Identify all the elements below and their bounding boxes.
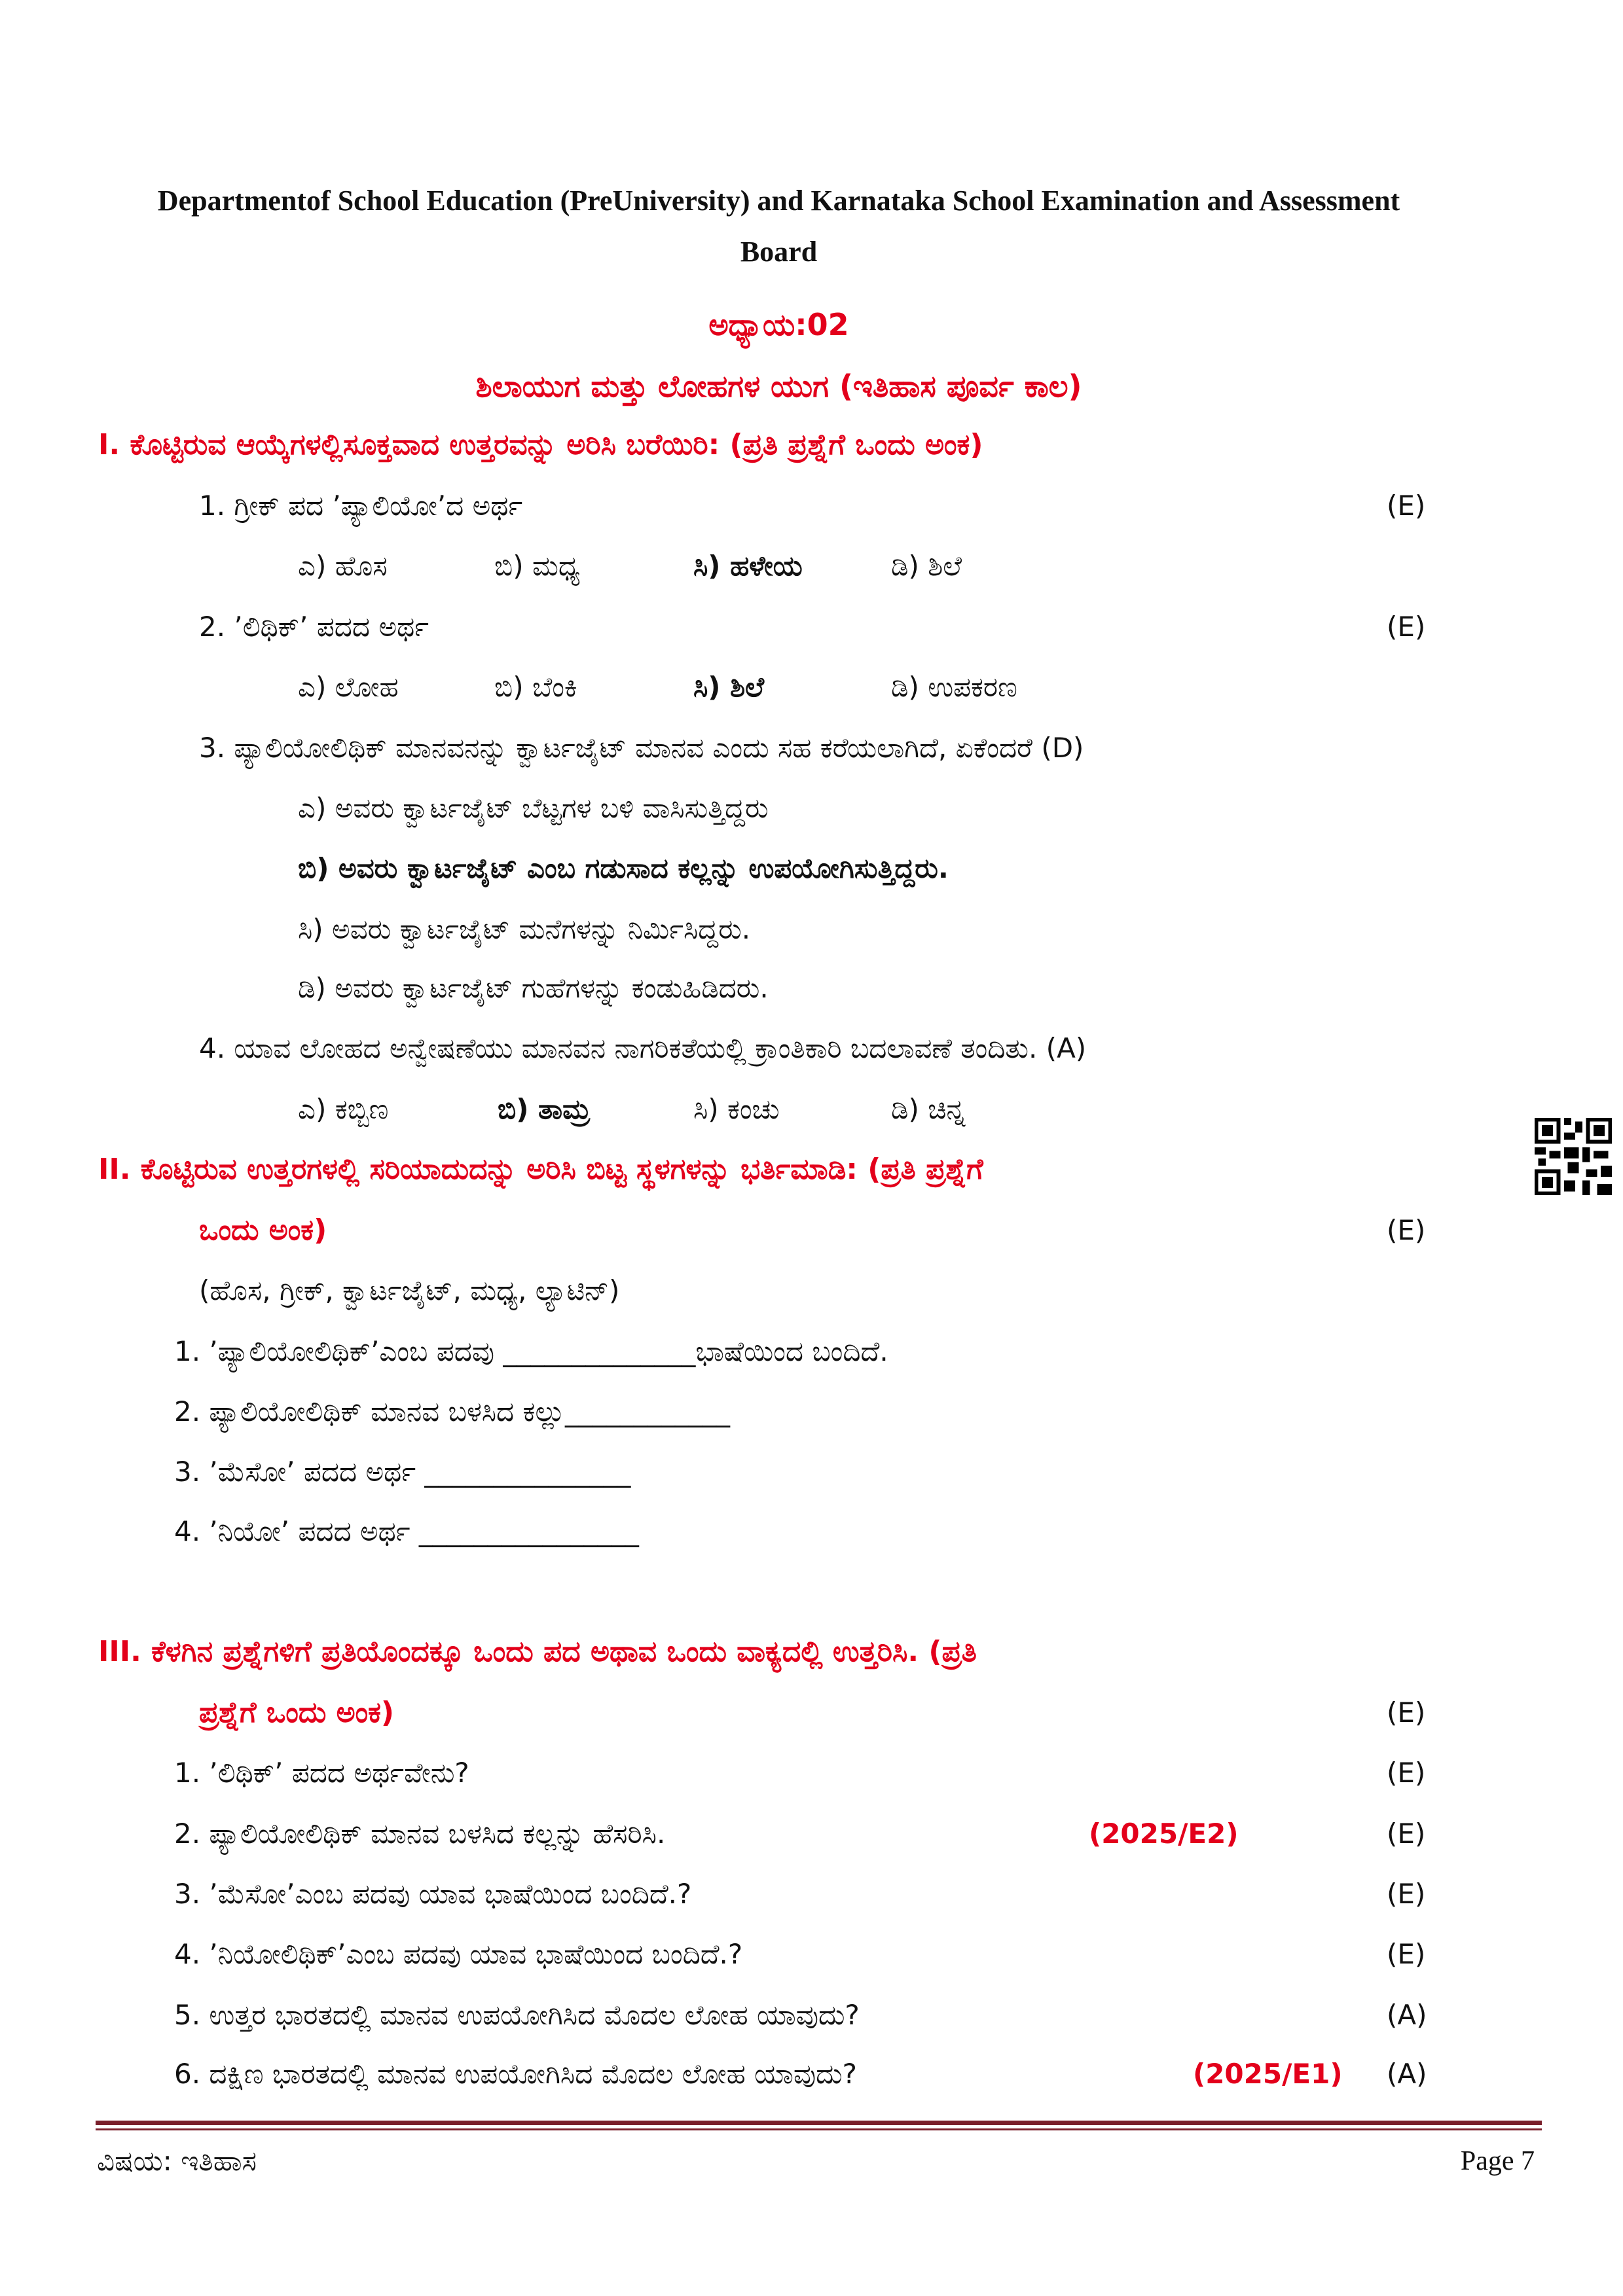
- question-1: 1. ಗ್ರೀಕ್ ಪದ ’ಪ್ಯಾಲಿಯೋ’ದ ಅರ್ಥ: [199, 490, 523, 522]
- short-question-4-mark: (E): [1387, 1938, 1426, 1970]
- question-2-mark: (E): [1387, 611, 1426, 643]
- footer-divider: [96, 2121, 1542, 2125]
- short-question-2-mark: (E): [1387, 1818, 1426, 1850]
- short-question-1: 1. ’ಲಿಥಿಕ್’ ಪದದ ಅರ್ಥವೇನು?: [174, 1757, 469, 1789]
- q2-option-d: ಡಿ) ಉಪಕರಣ: [891, 671, 1017, 703]
- page-number: Page 7: [1460, 2146, 1535, 2176]
- section-2-heading-cont: ಒಂದು ಅಂಕ): [199, 1213, 327, 1247]
- footer-subject: ವಿಷಯ: ಇತಿಹಾಸ: [97, 2145, 257, 2177]
- q4-option-d: ಡಿ) ಚಿನ್ನ: [891, 1093, 966, 1125]
- q2-option-c-answer: ಸಿ) ಶಿಲೆ: [693, 671, 765, 703]
- chapter-number: ಅಧ್ಯಾಯ:02: [708, 307, 849, 342]
- short-question-6: 6. ದಕ್ಷಿಣ ಭಾರತದಲ್ಲಿ ಮಾನವ ಉಪಯೋಗಿಸಿದ ಮೊದಲ ಲೋಹ ಯಾವುದು?: [174, 2058, 857, 2090]
- q1-option-c-answer: ಸಿ) ಹಳೇಯ: [693, 550, 803, 582]
- q4-option-c: ಸಿ) ಕಂಚು: [693, 1093, 780, 1125]
- section-2-mark: (E): [1387, 1214, 1426, 1246]
- q3-option-c: ಸಿ) ಅವರು ಕ್ವಾರ್ಟಜೈಟ್ ಮನೆಗಳನ್ನು ನಿರ್ಮಿಸಿದ್ದರು.: [298, 913, 751, 945]
- q3-option-a: ಎ) ಅವರು ಕ್ವಾರ್ಟಜೈಟ್ ಬೆಟ್ಟಗಳ ಬಳಿ ವಾಸಿಸುತ್ತಿದ್ದರು: [298, 792, 769, 824]
- fill-blank-1: 1. ’ಪ್ಯಾಲಿಯೋಲಿಥಿಕ್’ಎಂಬ ಪದವು ______________ಭಾಷೆಯಿಂದ ಬಂದಿದೆ.: [174, 1335, 888, 1367]
- fill-blank-4: 4. ’ನಿಯೋ’ ಪದದ ಅರ್ಥ ________________: [174, 1515, 639, 1547]
- fill-blank-2: 2. ಪ್ಯಾಲಿಯೋಲಿಥಿಕ್ ಮಾನವ ಬಳಸಿದ ಕಲ್ಲು____________: [174, 1395, 731, 1427]
- question-4: 4. ಯಾವ ಲೋಹದ ಅನ್ವೇಷಣೆಯು ಮಾನವನ ನಾಗರಿಕತೆಯಲ್ಲಿ ಕ್ರಾಂತಿಕಾರಿ ಬದಲಾವಣೆ ತಂದಿತು. (A): [199, 1032, 1087, 1064]
- question-1-mark: (E): [1387, 490, 1426, 522]
- word-bank: (ಹೊಸ, ಗ್ರೀಕ್, ಕ್ವಾರ್ಟಜೈಟ್, ಮಧ್ಯ, ಲ್ಯಾಟಿನ್): [199, 1274, 620, 1306]
- header-line-2: Board: [740, 236, 818, 268]
- section-2-heading: II. ಕೊಟ್ಟಿರುವ ಉತ್ತರಗಳಲ್ಲಿ ಸರಿಯಾದುದನ್ನು ಅರಿಸಿ ಬಿಟ್ಟ ಸ್ಥಳಗಳನ್ನು ಭರ್ತಿಮಾಡಿ: (ಪ್ರತಿ ಪ್ರಶ್ನೆಗೆ: [98, 1153, 983, 1186]
- header-line-1: Departmentof School Education (PreUniversity) and Karnataka School Examination and Assessment: [157, 185, 1400, 217]
- q1-option-a: ಎ) ಹೊಸ: [298, 550, 388, 582]
- question-3: 3. ಪ್ಯಾಲಿಯೋಲಿಥಿಕ್ ಮಾನವನನ್ನು ಕ್ವಾರ್ಟಜೈಟ್ ಮಾನವ ಎಂದು ಸಹ ಕರೆಯಲಾಗಿದೆ, ಏಕೆಂದರೆ (D): [199, 732, 1084, 764]
- short-question-5: 5. ಉತ್ತರ ಭಾರತದಲ್ಲಿ ಮಾನವ ಉಪಯೋಗಿಸಿದ ಮೊದಲ ಲೋಹ ಯಾವುದು?: [174, 1999, 860, 2031]
- q2-option-a: ಎ) ಲೋಹ: [298, 671, 399, 703]
- footer-divider-thin: [96, 2128, 1542, 2130]
- q4-option-a: ಎ) ಕಬ್ಬಿಣ: [298, 1093, 389, 1125]
- short-question-3: 3. ’ಮೆಸೋ’ಎಂಬ ಪದವು ಯಾವ ಭಾಷೆಯಿಂದ ಬಂದಿದೆ.?: [174, 1878, 692, 1910]
- q2-option-b: ಬಿ) ಬೆಂಕಿ: [494, 671, 577, 703]
- q3-option-b-answer: ಬಿ) ಅವರು ಕ್ವಾರ್ಟಜೈಟ್ ಎಂಬ ಗಡುಸಾದ ಕಲ್ಲನ್ನು ಉಪಯೋಗಿಸುತ್ತಿದ್ದರು.: [298, 852, 949, 884]
- short-question-2-tag: (2025/E2): [1089, 1818, 1239, 1850]
- short-question-3-mark: (E): [1387, 1878, 1426, 1910]
- q1-option-b: ಬಿ) ಮಧ್ಯ: [494, 550, 580, 582]
- question-2: 2. ’ಲಿಥಿಕ್’ ಪದದ ಅರ್ಥ: [199, 611, 429, 643]
- short-question-4: 4. ’ನಿಯೋಲಿಥಿಕ್’ಎಂಬ ಪದವು ಯಾವ ಭಾಷೆಯಿಂದ ಬಂದಿದೆ.?: [174, 1938, 743, 1970]
- short-question-5-mark: (A): [1387, 1999, 1427, 2031]
- short-question-1-mark: (E): [1387, 1757, 1426, 1789]
- qr-code-icon: [1535, 1118, 1612, 1195]
- q1-option-d: ಡಿ) ಶಿಲೆ: [891, 550, 962, 582]
- chapter-title: ಶಿಲಾಯುಗ ಮತ್ತು ಲೋಹಗಳ ಯುಗ (ಇತಿಹಾಸ ಪೂರ್ವ ಕಾಲ): [475, 368, 1082, 404]
- short-question-2: 2. ಪ್ಯಾಲಿಯೋಲಿಥಿಕ್ ಮಾನವ ಬಳಸಿದ ಕಲ್ಲನ್ನು ಹೆಸರಿಸಿ.: [174, 1818, 666, 1850]
- q3-option-d: ಡಿ) ಅವರು ಕ್ವಾರ್ಟಜೈಟ್ ಗುಹೆಗಳನ್ನು ಕಂಡುಹಿಡಿದರು.: [298, 972, 769, 1004]
- short-question-6-mark: (A): [1387, 2058, 1427, 2090]
- q4-option-b-answer: ಬಿ) ತಾಮ್ರ: [498, 1093, 590, 1125]
- fill-blank-3: 3. ’ಮೆಸೋ’ ಪದದ ಅರ್ಥ _______________: [174, 1456, 631, 1488]
- section-3-heading: III. ಕೆಳಗಿನ ಪ್ರಶ್ನೆಗಳಿಗೆ ಪ್ರತಿಯೊಂದಕ್ಕೂ ಒಂದು ಪದ ಅಥಾವ ಒಂದು ವಾಕ್ಯದಲ್ಲಿ ಉತ್ತರಿಸಿ. (ಪ್ರತಿ: [98, 1635, 977, 1668]
- section-3-mark: (E): [1387, 1696, 1426, 1729]
- section-1-heading: I. ಕೊಟ್ಟಿರುವ ಆಯ್ಕೆಗಳಲ್ಲಿಸೂಕ್ತವಾದ ಉತ್ತರವನ್ನು ಅರಿಸಿ ಬರೆಯಿರಿ: (ಪ್ರತಿ ಪ್ರಶ್ನೆಗೆ ಒಂದು ಅಂಕ): [98, 428, 983, 461]
- section-3-heading-cont: ಪ್ರಶ್ನೆಗೆ ಒಂದು ಅಂಕ): [199, 1696, 395, 1729]
- short-question-6-tag: (2025/E1): [1193, 2058, 1343, 2090]
